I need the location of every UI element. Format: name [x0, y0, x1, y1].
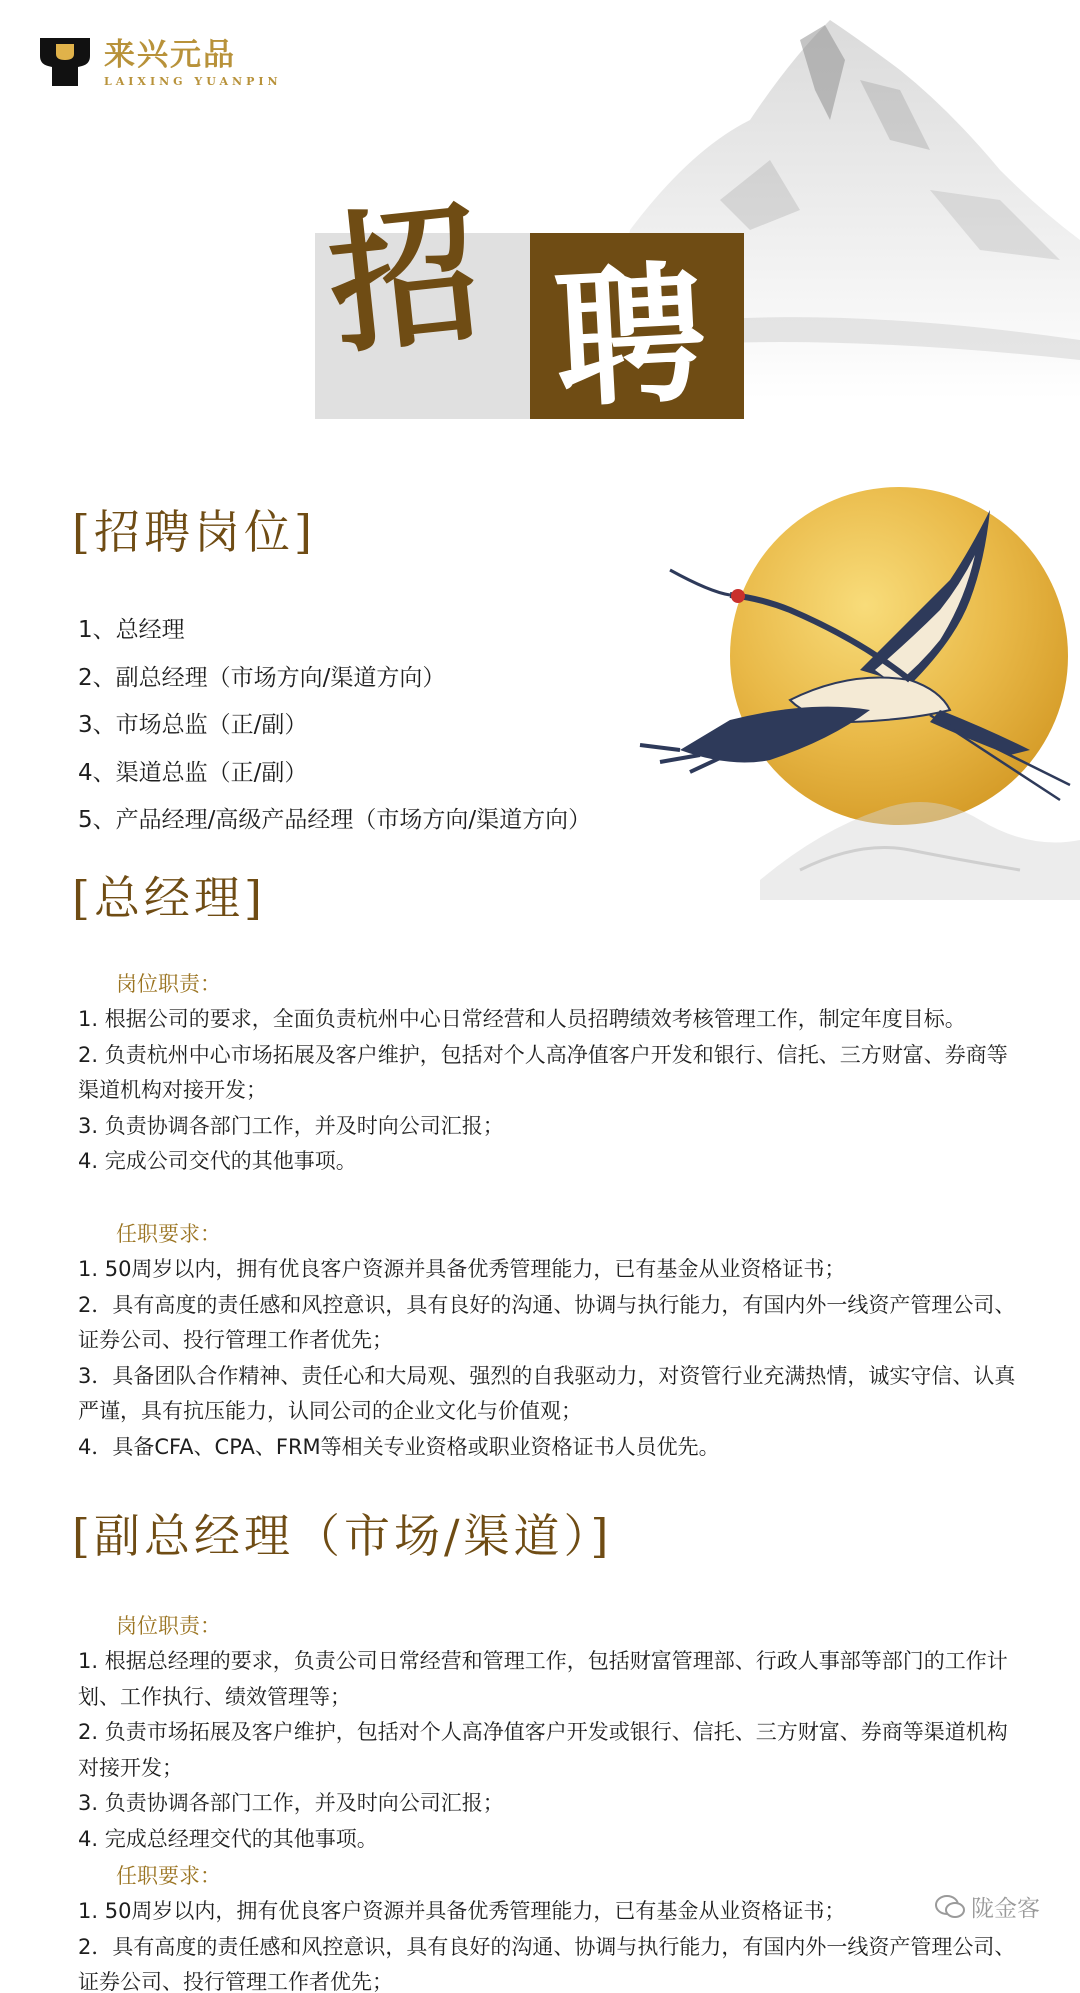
list-item: 2、副总经理（市场方向/渠道方向） — [78, 664, 446, 691]
vgm-duty-item: 4. 完成总经理交代的其他事项。 — [78, 1826, 378, 1851]
vgm-duties-label: 岗位职责： — [116, 1614, 221, 1638]
brand-name-cn: 来兴元品 — [104, 36, 236, 73]
vgm-duty-item: 2. 负责市场拓展及客户维护，包括对个人高净值客户开发或银行、信托、三方财富、券商等渠道机构对接开发； — [78, 1720, 1008, 1780]
gm-duty-item: 3. 负责协调各部门工作，并及时向公司汇报； — [78, 1113, 504, 1138]
watermark-text: 陇金客 — [971, 1896, 1040, 1922]
vgm-duty-item: 1. 根据总经理的要求，负责公司日常经营和管理工作，包括财富管理部、行政人事部等部门的工作计划、工作执行、绩效管理等； — [78, 1649, 1008, 1709]
gm-req-label: 任职要求： — [116, 1222, 221, 1246]
gm-duty-item: 1. 根据公司的要求，全面负责杭州中心日常经营和人员招聘绩效考核管理工作，制定年度目标。 — [78, 1007, 966, 1031]
gm-duty-item: 2. 负责杭州中心市场拓展及客户维护，包括对个人高净值客户开发和银行、信托、三方财富、券商等渠道机构对接开发； — [78, 1042, 1008, 1102]
watermark — [935, 1890, 1040, 1923]
list-item: 5、产品经理/高级产品经理（市场方向/渠道方向） — [78, 807, 592, 833]
gm-duties-label: 岗位职责： — [116, 972, 221, 996]
list-item: 4、渠道总监（正/副） — [78, 759, 308, 786]
mountain-illustration-bottom — [760, 770, 1080, 900]
gm-req-item: 3．具备团队合作精神、责任心和大局观、强烈的自我驱动力，对资管行业充满热情，诚实守信、认真严谨，具有抗压能力，认同公司的企业文化与价值观； — [78, 1363, 1016, 1423]
list-item: 1、总经理 — [78, 617, 185, 643]
vgm-duty-item: 3. 负责协调各部门工作，并及时向公司汇报； — [78, 1791, 504, 1815]
gm-requirements — [78, 1252, 1023, 1465]
list-item: 3、市场总监（正/副） — [78, 712, 308, 738]
brand-name-en: LAIXING YUANPIN — [104, 74, 282, 88]
gm-duties — [78, 1002, 1023, 1180]
wechat-icon — [935, 1894, 965, 1920]
logo-mark-icon — [38, 36, 92, 88]
vgm-req-label: 任职要求： — [116, 1864, 221, 1888]
title-char-zhao: 招 — [321, 184, 489, 376]
vgm-req-item: 1. 50周岁以内，拥有优良客户资源并具备优秀管理能力，已有基金从业资格证书； — [78, 1899, 846, 1923]
gm-req-item: 4．具备CFA、CPA、FRM等相关专业资格或职业资格证书人员优先。 — [78, 1434, 720, 1459]
gm-duty-item: 4. 完成公司交代的其他事项。 — [78, 1149, 357, 1173]
vgm-duties — [78, 1644, 1023, 1857]
position-list — [78, 607, 591, 845]
brand-logo — [38, 32, 282, 92]
section-heading-positions: [招聘岗位] — [72, 505, 316, 559]
title-char-pin: 聘 — [550, 245, 710, 429]
gm-req-item: 2．具有高度的责任感和风控意识，具有良好的沟通、协调与执行能力，有国内外一线资产管理公司、证券公司、投行管理工作者优先； — [78, 1292, 1016, 1352]
gm-req-item: 1. 50周岁以内，拥有优良客户资源并具备优秀管理能力，已有基金从业资格证书； — [78, 1257, 846, 1281]
vgm-requirements — [78, 1894, 1023, 1993]
section-heading-vgm: [副总经理（市场/渠道）] — [72, 1509, 613, 1563]
vgm-req-item: 2．具有高度的责任感和风控意识，具有良好的沟通、协调与执行能力，有国内外一线资产管理公司、证券公司、投行管理工作者优先； — [78, 1934, 1016, 1993]
section-heading-gm: [总经理] — [72, 871, 266, 925]
